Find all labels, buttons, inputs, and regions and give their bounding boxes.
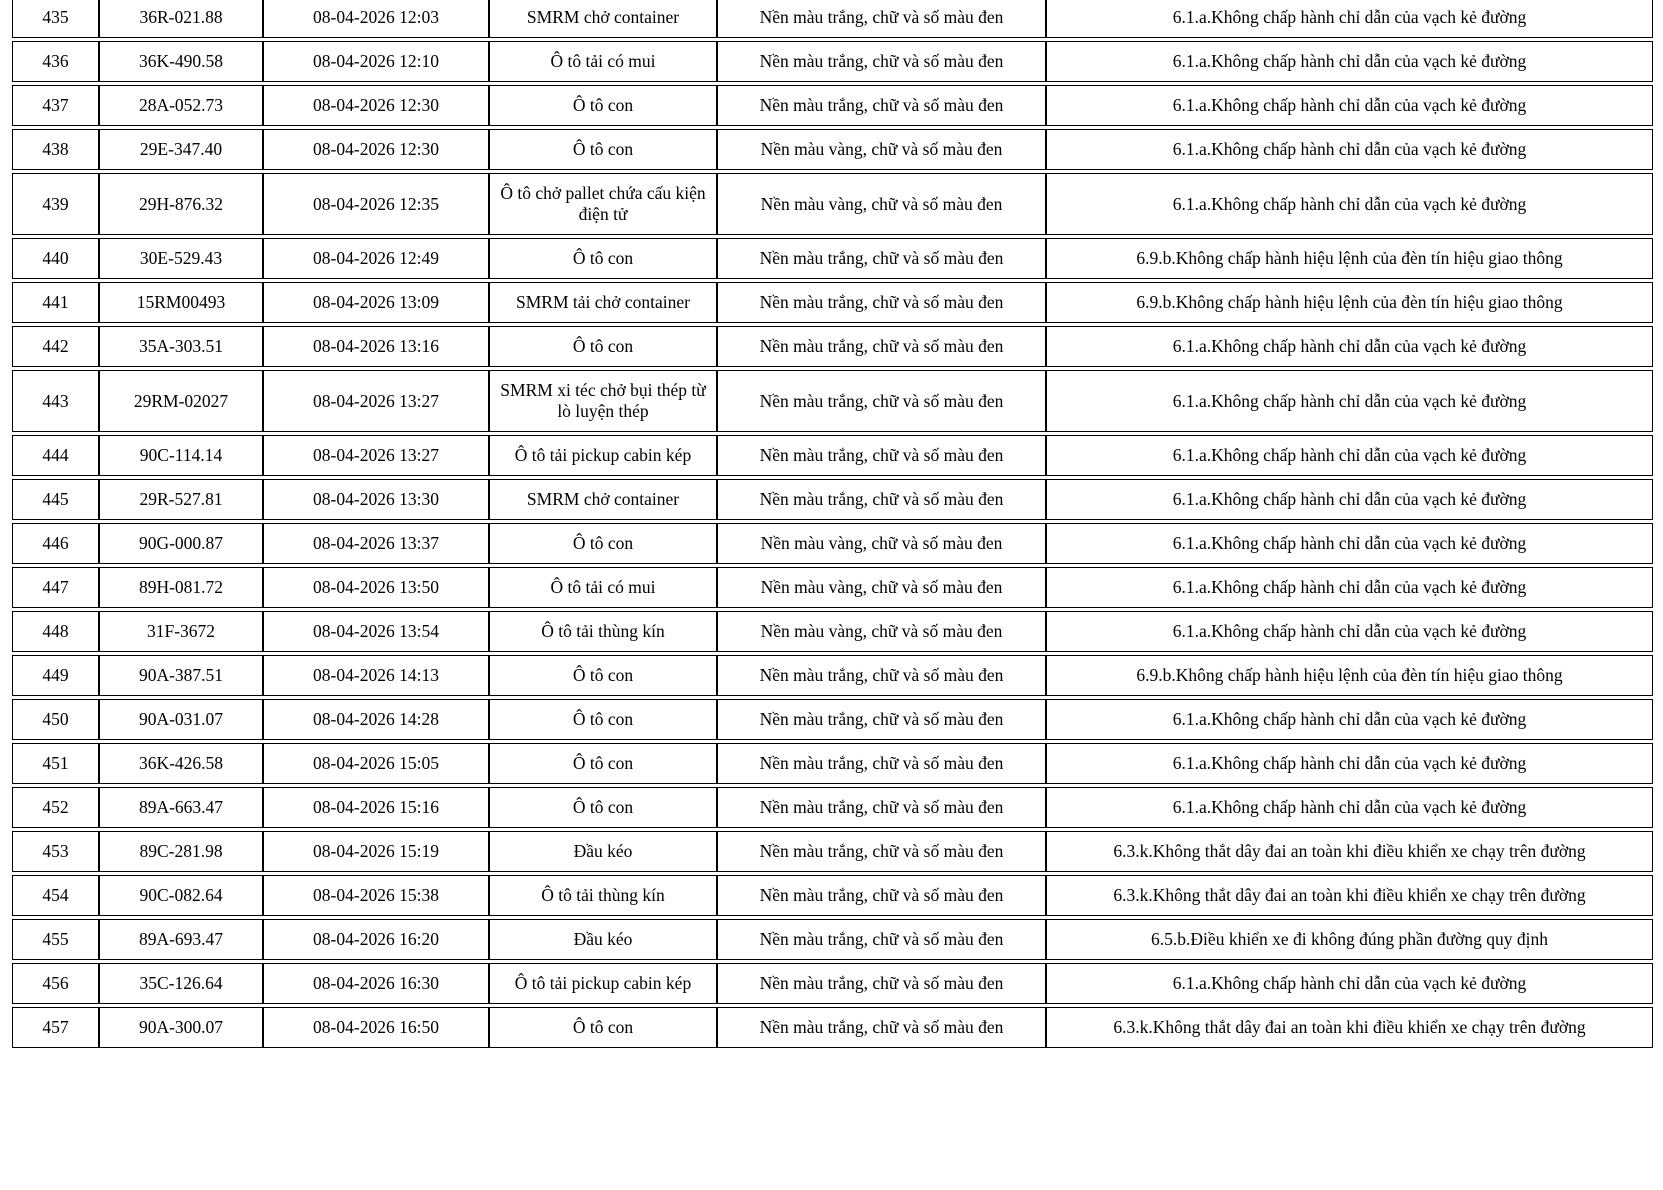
table-row <box>12 173 1653 235</box>
cell-violation-datetime: 08-04-2026 14:13 <box>263 655 489 696</box>
cell-plate-colors: Nền màu trắng, chữ và số màu đen <box>717 655 1046 696</box>
cell-plate-colors: Nền màu trắng, chữ và số màu đen <box>717 238 1046 279</box>
table-row <box>12 282 1653 323</box>
cell-violation-datetime: 08-04-2026 13:27 <box>263 370 489 432</box>
cell-plate-colors: Nền màu trắng, chữ và số màu đen <box>717 370 1046 432</box>
cell-violation-description: 6.1.a.Không chấp hành chỉ dẫn của vạch kẻ đường <box>1046 326 1653 367</box>
cell-violation-datetime: 08-04-2026 13:30 <box>263 479 489 520</box>
cell-violation-datetime: 08-04-2026 16:20 <box>263 919 489 960</box>
cell-violation-description: 6.1.a.Không chấp hành chỉ dẫn của vạch kẻ đường <box>1046 699 1653 740</box>
cell-license-plate: 29R-527.81 <box>99 479 263 520</box>
table-row <box>12 370 1653 432</box>
cell-plate-colors: Nền màu trắng, chữ và số màu đen <box>717 831 1046 872</box>
cell-plate-colors: Nền màu trắng, chữ và số màu đen <box>717 41 1046 82</box>
cell-row-number: 449 <box>12 655 99 696</box>
table-row <box>12 523 1653 564</box>
table-row <box>12 831 1653 872</box>
cell-license-plate: 89A-663.47 <box>99 787 263 828</box>
cell-violation-datetime: 08-04-2026 16:50 <box>263 1007 489 1048</box>
cell-violation-description: 6.1.a.Không chấp hành chỉ dẫn của vạch kẻ đường <box>1046 85 1653 126</box>
cell-vehicle-type: Đầu kéo <box>489 919 717 960</box>
cell-license-plate: 36K-426.58 <box>99 743 263 784</box>
cell-violation-description: 6.1.a.Không chấp hành chỉ dẫn của vạch kẻ đường <box>1046 0 1653 38</box>
cell-violation-datetime: 08-04-2026 13:09 <box>263 282 489 323</box>
cell-row-number: 450 <box>12 699 99 740</box>
cell-vehicle-type: Ô tô con <box>489 699 717 740</box>
violations-table <box>12 0 1653 1051</box>
cell-row-number: 438 <box>12 129 99 170</box>
cell-plate-colors: Nền màu trắng, chữ và số màu đen <box>717 326 1046 367</box>
cell-vehicle-type: SMRM chở container <box>489 479 717 520</box>
table-row <box>12 435 1653 476</box>
cell-row-number: 435 <box>12 0 99 38</box>
cell-license-plate: 36R-021.88 <box>99 0 263 38</box>
cell-violation-description: 6.1.a.Không chấp hành chỉ dẫn của vạch kẻ đường <box>1046 173 1653 235</box>
cell-violation-datetime: 08-04-2026 12:30 <box>263 85 489 126</box>
cell-row-number: 451 <box>12 743 99 784</box>
cell-license-plate: 36K-490.58 <box>99 41 263 82</box>
cell-vehicle-type: Ô tô con <box>489 85 717 126</box>
cell-vehicle-type: Ô tô tải pickup cabin kép <box>489 963 717 1004</box>
cell-violation-description: 6.1.a.Không chấp hành chỉ dẫn của vạch kẻ đường <box>1046 523 1653 564</box>
cell-vehicle-type: Đầu kéo <box>489 831 717 872</box>
table-row <box>12 611 1653 652</box>
cell-row-number: 440 <box>12 238 99 279</box>
cell-plate-colors: Nền màu trắng, chữ và số màu đen <box>717 919 1046 960</box>
cell-violation-description: 6.1.a.Không chấp hành chỉ dẫn của vạch kẻ đường <box>1046 963 1653 1004</box>
cell-vehicle-type: Ô tô chở pallet chứa cấu kiện điện tử <box>489 173 717 235</box>
table-row <box>12 479 1653 520</box>
cell-row-number: 448 <box>12 611 99 652</box>
cell-violation-description: 6.1.a.Không chấp hành chỉ dẫn của vạch kẻ đường <box>1046 41 1653 82</box>
cell-vehicle-type: Ô tô tải thùng kín <box>489 611 717 652</box>
cell-license-plate: 90A-387.51 <box>99 655 263 696</box>
cell-plate-colors: Nền màu vàng, chữ và số màu đen <box>717 611 1046 652</box>
cell-license-plate: 15RM00493 <box>99 282 263 323</box>
cell-row-number: 452 <box>12 787 99 828</box>
cell-row-number: 446 <box>12 523 99 564</box>
cell-plate-colors: Nền màu vàng, chữ và số màu đen <box>717 173 1046 235</box>
cell-row-number: 457 <box>12 1007 99 1048</box>
cell-vehicle-type: Ô tô con <box>489 238 717 279</box>
cell-plate-colors: Nền màu trắng, chữ và số màu đen <box>717 85 1046 126</box>
table-row <box>12 699 1653 740</box>
cell-violation-description: 6.1.a.Không chấp hành chỉ dẫn của vạch kẻ đường <box>1046 567 1653 608</box>
cell-plate-colors: Nền màu vàng, chữ và số màu đen <box>717 567 1046 608</box>
cell-license-plate: 90A-300.07 <box>99 1007 263 1048</box>
cell-vehicle-type: Ô tô con <box>489 1007 717 1048</box>
cell-row-number: 436 <box>12 41 99 82</box>
cell-license-plate: 29RM-02027 <box>99 370 263 432</box>
cell-row-number: 453 <box>12 831 99 872</box>
cell-violation-description: 6.1.a.Không chấp hành chỉ dẫn của vạch kẻ đường <box>1046 787 1653 828</box>
cell-row-number: 443 <box>12 370 99 432</box>
table-row <box>12 238 1653 279</box>
table-row <box>12 1007 1653 1048</box>
cell-plate-colors: Nền màu trắng, chữ và số màu đen <box>717 479 1046 520</box>
violations-table-container <box>12 0 1653 1051</box>
cell-violation-datetime: 08-04-2026 13:27 <box>263 435 489 476</box>
table-row <box>12 963 1653 1004</box>
cell-violation-datetime: 08-04-2026 12:10 <box>263 41 489 82</box>
cell-plate-colors: Nền màu trắng, chữ và số màu đen <box>717 699 1046 740</box>
cell-violation-datetime: 08-04-2026 12:49 <box>263 238 489 279</box>
cell-vehicle-type: Ô tô con <box>489 743 717 784</box>
cell-violation-datetime: 08-04-2026 15:16 <box>263 787 489 828</box>
cell-vehicle-type: SMRM chở container <box>489 0 717 38</box>
cell-license-plate: 90A-031.07 <box>99 699 263 740</box>
table-row <box>12 787 1653 828</box>
cell-violation-datetime: 08-04-2026 16:30 <box>263 963 489 1004</box>
cell-violation-description: 6.1.a.Không chấp hành chỉ dẫn của vạch kẻ đường <box>1046 129 1653 170</box>
cell-plate-colors: Nền màu vàng, chữ và số màu đen <box>717 129 1046 170</box>
cell-license-plate: 30E-529.43 <box>99 238 263 279</box>
table-row <box>12 326 1653 367</box>
cell-violation-datetime: 08-04-2026 12:35 <box>263 173 489 235</box>
cell-violation-datetime: 08-04-2026 13:54 <box>263 611 489 652</box>
cell-license-plate: 35A-303.51 <box>99 326 263 367</box>
cell-violation-datetime: 08-04-2026 15:05 <box>263 743 489 784</box>
table-row <box>12 129 1653 170</box>
cell-violation-datetime: 08-04-2026 13:50 <box>263 567 489 608</box>
cell-license-plate: 90G-000.87 <box>99 523 263 564</box>
cell-row-number: 447 <box>12 567 99 608</box>
cell-plate-colors: Nền màu trắng, chữ và số màu đen <box>717 743 1046 784</box>
cell-row-number: 442 <box>12 326 99 367</box>
cell-license-plate: 31F-3672 <box>99 611 263 652</box>
cell-vehicle-type: Ô tô con <box>489 326 717 367</box>
cell-violation-description: 6.3.k.Không thắt dây đai an toàn khi điều khiển xe chạy trên đường <box>1046 831 1653 872</box>
cell-vehicle-type: Ô tô con <box>489 787 717 828</box>
cell-violation-datetime: 08-04-2026 14:28 <box>263 699 489 740</box>
cell-license-plate: 89A-693.47 <box>99 919 263 960</box>
cell-vehicle-type: Ô tô con <box>489 655 717 696</box>
cell-vehicle-type: Ô tô tải có mui <box>489 41 717 82</box>
cell-violation-description: 6.3.k.Không thắt dây đai an toàn khi điều khiển xe chạy trên đường <box>1046 875 1653 916</box>
cell-plate-colors: Nền màu trắng, chữ và số màu đen <box>717 0 1046 38</box>
cell-row-number: 444 <box>12 435 99 476</box>
cell-violation-datetime: 08-04-2026 12:03 <box>263 0 489 38</box>
cell-violation-datetime: 08-04-2026 13:16 <box>263 326 489 367</box>
cell-plate-colors: Nền màu vàng, chữ và số màu đen <box>717 523 1046 564</box>
cell-plate-colors: Nền màu trắng, chữ và số màu đen <box>717 875 1046 916</box>
table-row <box>12 743 1653 784</box>
cell-license-plate: 35C-126.64 <box>99 963 263 1004</box>
cell-violation-description: 6.1.a.Không chấp hành chỉ dẫn của vạch kẻ đường <box>1046 479 1653 520</box>
cell-vehicle-type: Ô tô con <box>489 129 717 170</box>
table-row <box>12 655 1653 696</box>
cell-license-plate: 90C-082.64 <box>99 875 263 916</box>
cell-violation-datetime: 08-04-2026 12:30 <box>263 129 489 170</box>
cell-violation-description: 6.9.b.Không chấp hành hiệu lệnh của đèn tín hiệu giao thông <box>1046 238 1653 279</box>
violations-table-body <box>12 0 1653 1048</box>
cell-row-number: 454 <box>12 875 99 916</box>
cell-row-number: 456 <box>12 963 99 1004</box>
table-row <box>12 41 1653 82</box>
cell-row-number: 441 <box>12 282 99 323</box>
cell-license-plate: 29H-876.32 <box>99 173 263 235</box>
cell-violation-datetime: 08-04-2026 15:19 <box>263 831 489 872</box>
cell-row-number: 445 <box>12 479 99 520</box>
cell-violation-description: 6.1.a.Không chấp hành chỉ dẫn của vạch kẻ đường <box>1046 370 1653 432</box>
table-row <box>12 567 1653 608</box>
cell-violation-description: 6.1.a.Không chấp hành chỉ dẫn của vạch kẻ đường <box>1046 743 1653 784</box>
cell-license-plate: 90C-114.14 <box>99 435 263 476</box>
cell-vehicle-type: Ô tô tải thùng kín <box>489 875 717 916</box>
cell-violation-description: 6.5.b.Điều khiển xe đi không đúng phần đường quy định <box>1046 919 1653 960</box>
cell-vehicle-type: SMRM tải chở container <box>489 282 717 323</box>
cell-license-plate: 28A-052.73 <box>99 85 263 126</box>
cell-row-number: 455 <box>12 919 99 960</box>
cell-plate-colors: Nền màu trắng, chữ và số màu đen <box>717 435 1046 476</box>
cell-license-plate: 89C-281.98 <box>99 831 263 872</box>
cell-vehicle-type: Ô tô con <box>489 523 717 564</box>
cell-violation-description: 6.1.a.Không chấp hành chỉ dẫn của vạch kẻ đường <box>1046 435 1653 476</box>
cell-violation-description: 6.9.b.Không chấp hành hiệu lệnh của đèn tín hiệu giao thông <box>1046 282 1653 323</box>
cell-violation-description: 6.3.k.Không thắt dây đai an toàn khi điều khiển xe chạy trên đường <box>1046 1007 1653 1048</box>
cell-license-plate: 89H-081.72 <box>99 567 263 608</box>
cell-vehicle-type: SMRM xi téc chở bụi thép từ lò luyện thép <box>489 370 717 432</box>
cell-vehicle-type: Ô tô tải pickup cabin kép <box>489 435 717 476</box>
cell-plate-colors: Nền màu trắng, chữ và số màu đen <box>717 963 1046 1004</box>
cell-row-number: 437 <box>12 85 99 126</box>
cell-violation-description: 6.1.a.Không chấp hành chỉ dẫn của vạch kẻ đường <box>1046 611 1653 652</box>
table-row <box>12 919 1653 960</box>
cell-violation-description: 6.9.b.Không chấp hành hiệu lệnh của đèn tín hiệu giao thông <box>1046 655 1653 696</box>
table-row <box>12 85 1653 126</box>
cell-plate-colors: Nền màu trắng, chữ và số màu đen <box>717 282 1046 323</box>
cell-plate-colors: Nền màu trắng, chữ và số màu đen <box>717 787 1046 828</box>
cell-license-plate: 29E-347.40 <box>99 129 263 170</box>
cell-vehicle-type: Ô tô tải có mui <box>489 567 717 608</box>
table-row <box>12 875 1653 916</box>
cell-violation-datetime: 08-04-2026 13:37 <box>263 523 489 564</box>
table-row <box>12 0 1653 38</box>
cell-row-number: 439 <box>12 173 99 235</box>
cell-plate-colors: Nền màu trắng, chữ và số màu đen <box>717 1007 1046 1048</box>
cell-violation-datetime: 08-04-2026 15:38 <box>263 875 489 916</box>
